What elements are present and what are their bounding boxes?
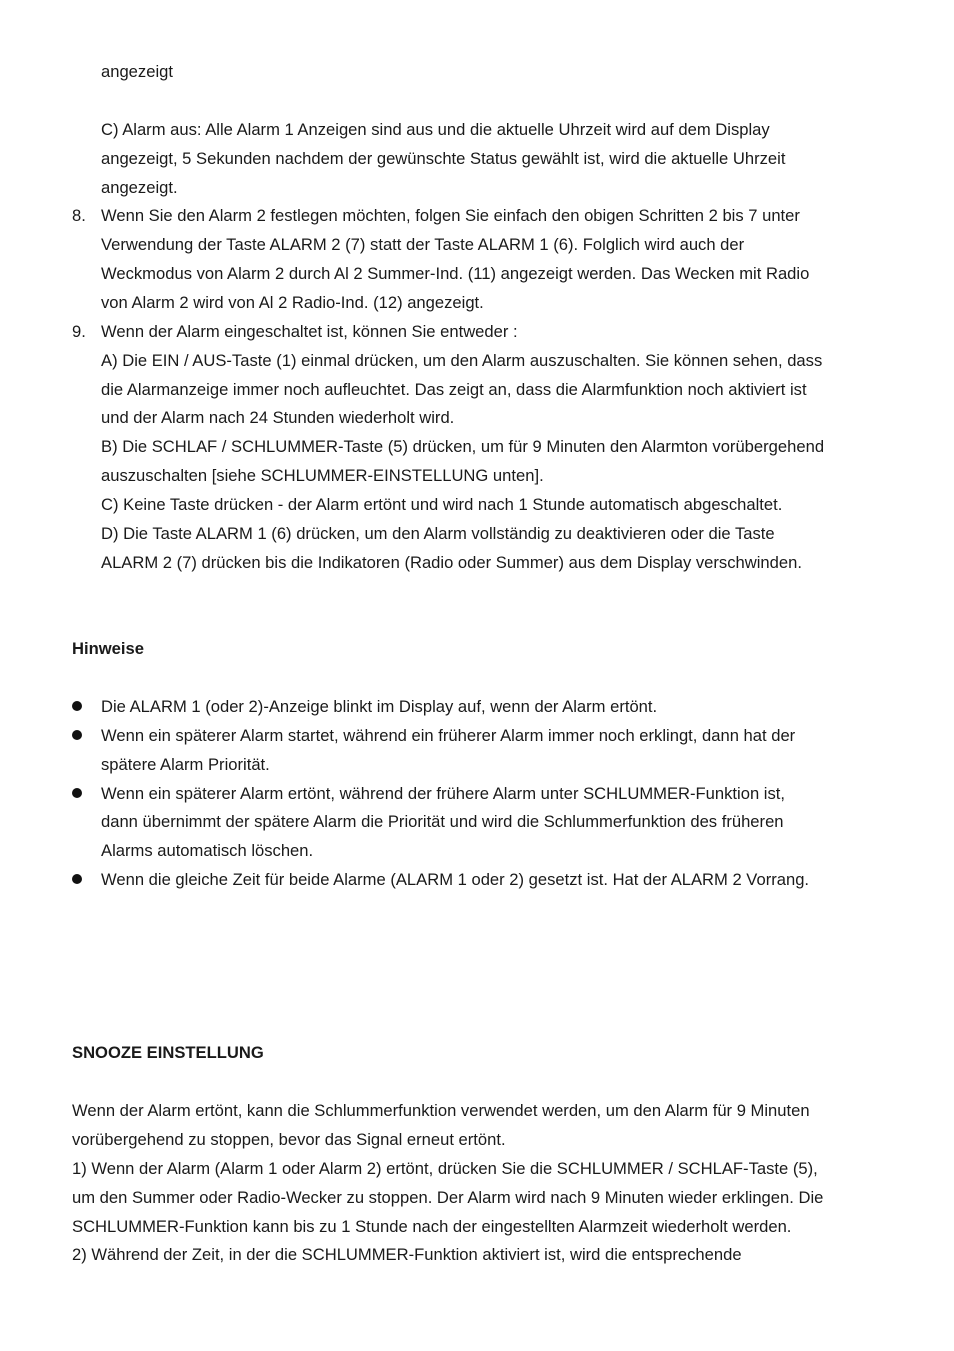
bullet-dot-icon (72, 701, 82, 711)
snooze-line: Wenn der Alarm ertönt, kann die Schlummerfunktion verwendet werden, um den Alarm für 9 Minuten (72, 1101, 810, 1120)
snooze-line: um den Summer oder Radio-Wecker zu stoppen. Der Alarm wird nach 9 Minuten wieder erklingen. Die (72, 1188, 824, 1207)
step-line: und der Alarm nach 24 Stunden wiederholt wird. (101, 408, 455, 427)
step-line: C) Keine Taste drücken - der Alarm ertönt und wird nach 1 Stunde automatisch abgeschaltet. (101, 495, 783, 514)
snooze-heading: SNOOZE EINSTELLUNG (72, 1043, 264, 1062)
step-line: Weckmodus von Alarm 2 durch Al 2 Summer-Ind. (11) angezeigt werden. Das Wecken mit Radio (101, 264, 810, 283)
note-line: Wenn ein späterer Alarm startet, während ein früherer Alarm immer noch erklingt, dann hat der (101, 726, 796, 745)
snooze-line: vorübergehend zu stoppen, bevor das Signal erneut ertönt. (72, 1130, 506, 1149)
step-line: B) Die SCHLAF / SCHLUMMER-Taste (5) drücken, um für 9 Minuten den Alarmton vorübergehend (101, 437, 825, 456)
continuation-line: angezeigt (101, 62, 173, 81)
bullet-dot-icon (72, 874, 82, 884)
step-line: die Alarmanzeige immer noch aufleuchtet. Das zeigt an, dass die Alarmfunktion noch aktiviert ist (101, 380, 807, 399)
step-line: D) Die Taste ALARM 1 (6) drücken, um den Alarm vollständig zu deaktivieren oder die Taste (101, 524, 775, 543)
snooze-line: 1) Wenn der Alarm (Alarm 1 oder Alarm 2) ertönt, drücken Sie die SCHLUMMER / SCHLAF-Taste (5), (72, 1159, 818, 1178)
snooze-line: SCHLUMMER-Funktion kann bis zu 1 Stunde nach der eingestellten Alarmzeit wiederholt werden. (72, 1217, 792, 1236)
bullet-dot-icon (72, 730, 82, 740)
step-line: A) Die EIN / AUS-Taste (1) einmal drücken, um den Alarm auszuschalten. Sie können sehen, dass (101, 351, 823, 370)
step-line: auszuschalten [siehe SCHLUMMER-EINSTELLUNG unten]. (101, 466, 544, 485)
note-line: Alarms automatisch löschen. (101, 841, 314, 860)
step-line: Wenn Sie den Alarm 2 festlegen möchten, folgen Sie einfach den obigen Schritten 2 bis 7 unter (101, 206, 800, 225)
step-line: von Alarm 2 wird von Al 2 Radio-Ind. (12) angezeigt. (101, 293, 484, 312)
step-number: 8. (72, 206, 86, 225)
note-line: Wenn ein späterer Alarm ertönt, während der frühere Alarm unter SCHLUMMER-Funktion ist, (101, 784, 786, 803)
step-line: ALARM 2 (7) drücken bis die Indikatoren (Radio oder Summer) aus dem Display verschwinden. (101, 553, 802, 572)
continuation-line: angezeigt. (101, 178, 178, 197)
notes-heading: Hinweise (72, 639, 144, 658)
snooze-line: 2) Während der Zeit, in der die SCHLUMMER-Funktion aktiviert ist, wird die entsprechende (72, 1245, 742, 1264)
continuation-line: angezeigt, 5 Sekunden nachdem der gewünschte Status gewählt ist, wird die aktuelle Uhrzeit (101, 149, 786, 168)
note-line: Die ALARM 1 (oder 2)-Anzeige blinkt im Display auf, wenn der Alarm ertönt. (101, 697, 658, 716)
bullet-dot-icon (72, 788, 82, 798)
note-line: Wenn die gleiche Zeit für beide Alarme (ALARM 1 oder 2) gesetzt ist. Hat der ALARM 2 Vorrang. (101, 870, 810, 889)
note-line: dann übernimmt der spätere Alarm die Priorität und wird die Schlummerfunktion des früheren (101, 812, 784, 831)
continuation-line: C) Alarm aus: Alle Alarm 1 Anzeigen sind aus und die aktuelle Uhrzeit wird auf dem Display (101, 120, 770, 139)
note-line: spätere Alarm Priorität. (101, 755, 270, 774)
step-number: 9. (72, 322, 86, 341)
step-line: Wenn der Alarm eingeschaltet ist, können Sie entweder : (101, 322, 518, 341)
step-line: Verwendung der Taste ALARM 2 (7) statt der Taste ALARM 1 (6). Folglich wird auch der (101, 235, 745, 254)
